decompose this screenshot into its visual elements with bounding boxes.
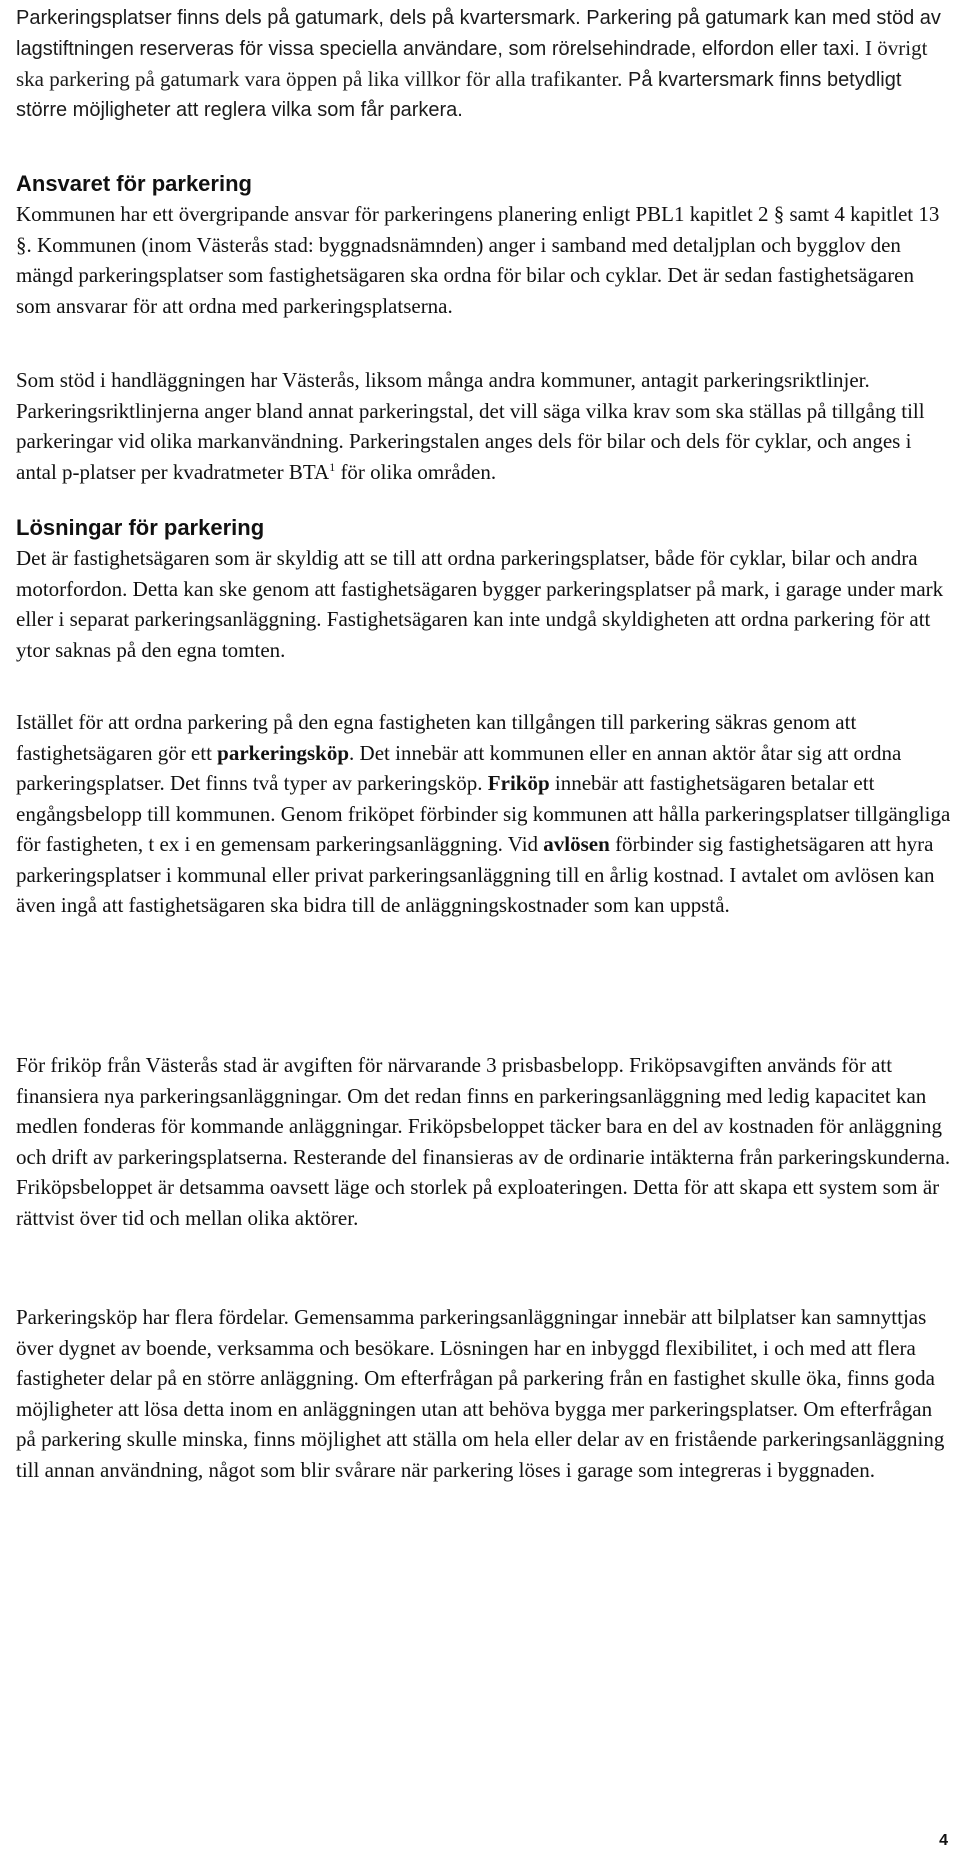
intro-paragraph xyxy=(16,3,951,125)
intro-text-a: Parkeringsplatser finns dels på gatumark, dels på kvartersmark. Parkering på gatumark kan med stöd av lagstiftningen reserveras för vissa speciella användare, som rörelsehindrade, elfordon eller taxi. xyxy=(16,7,941,60)
section-sign: § xyxy=(16,232,27,257)
paragraph-ansvaret-1: Kommunen har ett övergripande ansvar för parkeringens planering enligt PBL1 kapitlet 2 § samt 4 kapitlet 13 §. Kommunen (inom Västerås stad: byggnadsnämnden) anger i samband med detaljplan och bygglov den mängd parkeringsplatser som fastighetsägaren ska ordna för bilar och cyklar. Det är sedan fastighetsägaren som ansvarar för att ordna med parkeringsplatserna. xyxy=(16,202,940,318)
term-avlosen: avlösen xyxy=(543,832,610,856)
heading-losningar: Lösningar för parkering xyxy=(16,515,265,540)
page-number: 4 xyxy=(939,1832,948,1849)
paragraph-ansvaret-2: Som stöd i handläggningen har Västerås, liksom många andra kommuner, antagit parkeringsriktlinjer. Parkeringsriktlinjerna anger bland annat parkeringstal, det vill säga vilka krav som ska ställas på tillgång till parkeringar vid olika markanvändning. Parkeringstalen anges dels för bilar och dels för cyklar, och anges i antal p-platser per kvadratmeter BTA$^1$ för olika områden. xyxy=(16,368,925,484)
intro-text-b: I övrigt ska parkering på gatumark vara öppen på lika villkor för alla trafikanter. xyxy=(16,36,928,91)
term-frikop: Friköp xyxy=(487,771,550,795)
paragraph-losningar-2: Istället för att ordna parkering på den egna fastigheten kan tillgången till parkering säkras genom att fastighetsägaren gör ett parkeringsköp. Det innebär att kommunen eller en annan aktör åtar sig att ordna parkeringsplatser. Det finns två typer av parkeringsköp. Friköp innebär att fastighetsägaren betalar ett engångsbelopp till kommunen. Genom friköpet förbinder sig kommunen att hålla parkeringsplatser tillgängliga för fastigheten, t ex i en gemensam parkeringsanläggning. Vid avlösen förbinder sig fastighetsägaren att hyra parkeringsplatser i kommunal eller privat parkeringsanläggning till en årlig kostnad. I avtalet om avlösen kan även ingå att fastighetsägaren ska bidra till de anläggningskostnader som kan uppstå. xyxy=(16,710,951,917)
heading-ansvaret: Ansvaret för parkering xyxy=(16,171,252,196)
intro-text-c: På kvartersmark finns betydligt större möjligheter att reglera vilka som får parkera. xyxy=(16,69,902,121)
paragraph-losningar-3: För friköp från Västerås stad är avgiften för närvarande 3 prisbasbelopp. Friköpsavgiften används för att finansiera nya parkeringsanläggningar. Om det redan finns en parkeringsanläggning med ledig kapacitet kan medlen fonderas för kommande anläggningar. Friköpsbeloppet täcker bara en del av kostnaden för anläggning och drift av parkeringsplatserna. Resterande del finansieras av de ordinarie intäkterna från parkeringskunderna. Friköpsbeloppet är detsamma oavsett läge och storlek på exploateringen. Detta för att skapa ett system som är rättvist över tid och mellan olika aktörer. xyxy=(16,1053,951,1230)
footnote-ref: 1 xyxy=(329,459,336,474)
section-sign: § xyxy=(773,202,785,226)
paragraph-losningar-4: Parkeringsköp har flera fördelar. Gemensamma parkeringsanläggningar innebär att bilplatser kan samnyttjas över dygnet av boende, verksamma och besökare. Lösningen har en inbyggd flexibilitet, i och med att flera fastigheter delar på en större anläggning. Om efterfrågan på parkering från en fastighet skulle öka, finns goda möjligheter att lösa detta inom en anläggningen utan att behöva bygga mer parkeringsplatser. Om efterfrågan på parkering skulle minska, finns möjlighet att ställa om hela eller delar av en fristående parkeringsanläggning till annan användning, något som blir svårare när parkering löses i garage som integreras i byggnaden. xyxy=(16,1305,945,1482)
term-parkeringskop: parkeringsköp xyxy=(217,740,350,765)
paragraph-losningar-1: Det är fastighetsägaren som är skyldig att se till att ordna parkeringsplatser, både för cyklar, bilar och andra motorfordon. Detta kan ske genom att fastighetsägaren bygger parkeringsplatser på mark, i garage under mark eller i separat parkeringsanläggning. Fastighetsägaren kan inte undgå skyldigheten att ordna parkering för att ytor saknas på den egna tomten. xyxy=(16,546,944,662)
